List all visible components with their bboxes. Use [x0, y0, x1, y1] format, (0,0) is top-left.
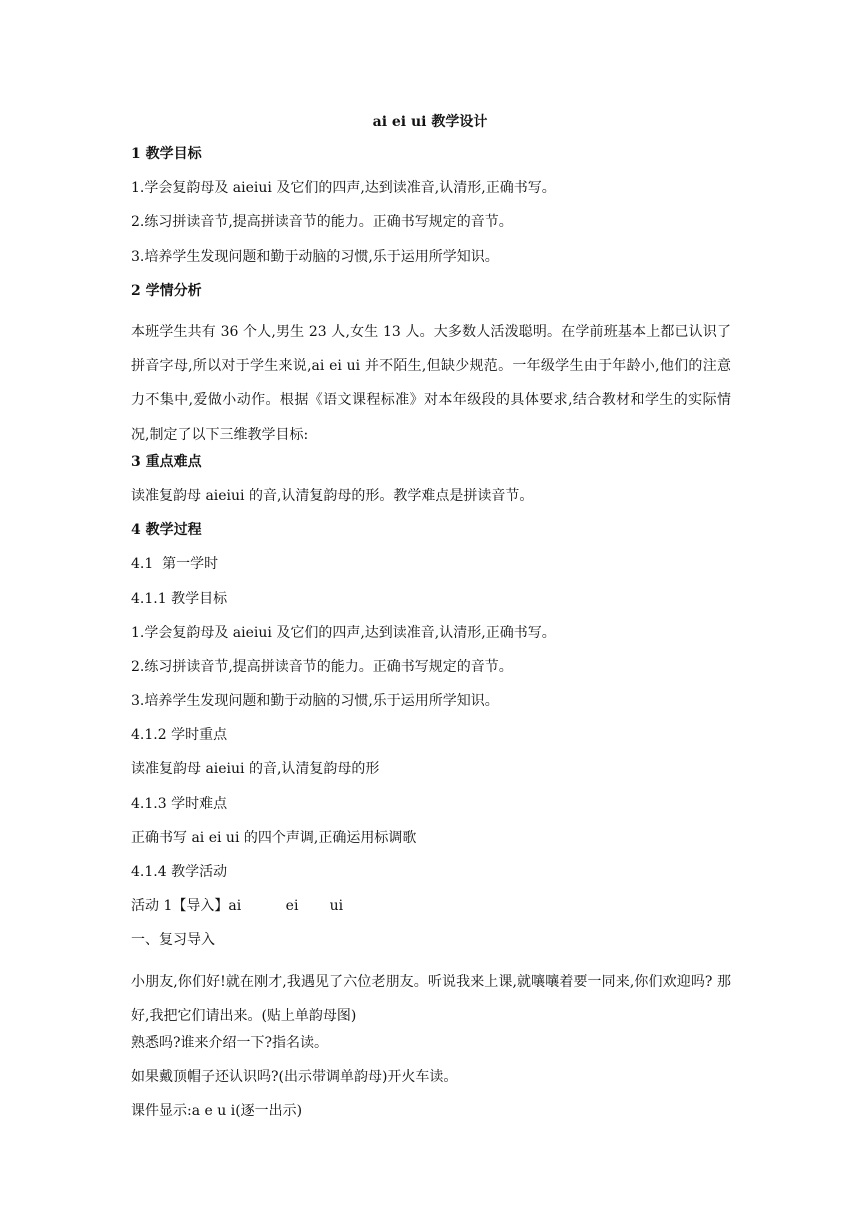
document-title: ai ei ui 教学设计	[372, 114, 488, 130]
activity-line: 活动 1【导入】ai ei ui	[131, 898, 344, 915]
subsection-heading: 4.1.3 学时难点	[131, 795, 228, 812]
body-line: 熟悉吗?谁来介绍一下?指名读。	[131, 1034, 329, 1051]
review-paragraph: 小朋友,你们好!就在刚才,我遇见了六位老朋友。听说我来上课,就嚷嚷着要一同来,你们欢迎吗? 那好,我把它们请出来。(贴上单韵母图)	[131, 973, 731, 1024]
difficulty-text: 正确书写 ai ei ui 的四个声调,正确运用标调歌	[131, 829, 417, 846]
subsection-heading: 4.1.4 教学活动	[131, 864, 228, 880]
section-heading: 3 重点难点	[131, 453, 202, 470]
body-line: 如果戴顶帽子还认识吗?(出示带调单韵母)开火车读。	[131, 1069, 458, 1086]
document-body	[131, 144, 731, 1136]
subsection-heading: 4.1.2 学时重点	[131, 727, 228, 744]
objective-item: 2.练习拼读音节,提高拼读音节的能力。正确书写规定的音节。	[131, 658, 513, 675]
body-line: 课件显示:a e u i(逐一出示)	[131, 1103, 303, 1120]
key-points-text: 读准复韵母 aieiui 的音,认清复韵母的形。教学难点是拼读音节。	[131, 487, 534, 504]
analysis-paragraph: 本班学生共有 36 个人,男生 23 人,女生 13 人。大多数人活泼聪明。在学前班基本上都已认识了拼音字母,所以对于学生来说,ai ei ui 并不陌生,但缺少规范。一年级学生由于年龄小,他们的注意力不集中,爱做小动作。根据《语文课程标准》对本年级段的具体要求,结合教材和学生的实际情况,制定了以下三维教学目标:	[131, 323, 731, 443]
section-heading: 2 学情分析	[131, 282, 202, 299]
objective-item: 2.练习拼读音节,提高拼读音节的能力。正确书写规定的音节。	[131, 214, 513, 231]
subsection-heading: 4.1 第一学时	[131, 556, 219, 573]
section-heading: 1 教学目标	[131, 146, 202, 162]
objective-item: 3.培养学生发现问题和勤于动脑的习惯,乐于运用所学知识。	[131, 248, 499, 265]
objective-item: 1.学会复韵母及 aieiui 及它们的四声,达到读准音,认清形,正确书写。	[131, 180, 556, 197]
key-point-text: 读准复韵母 aieiui 的音,认清复韵母的形	[131, 761, 380, 778]
objective-item: 1.学会复韵母及 aieiui 及它们的四声,达到读准音,认清形,正确书写。	[131, 624, 556, 641]
subsection-heading: 4.1.1 教学目标	[131, 590, 228, 607]
section-heading: 4 教学过程	[131, 522, 202, 539]
review-heading: 一、复习导入	[131, 932, 215, 949]
objective-item: 3.培养学生发现问题和勤于动脑的习惯,乐于运用所学知识。	[131, 693, 499, 710]
